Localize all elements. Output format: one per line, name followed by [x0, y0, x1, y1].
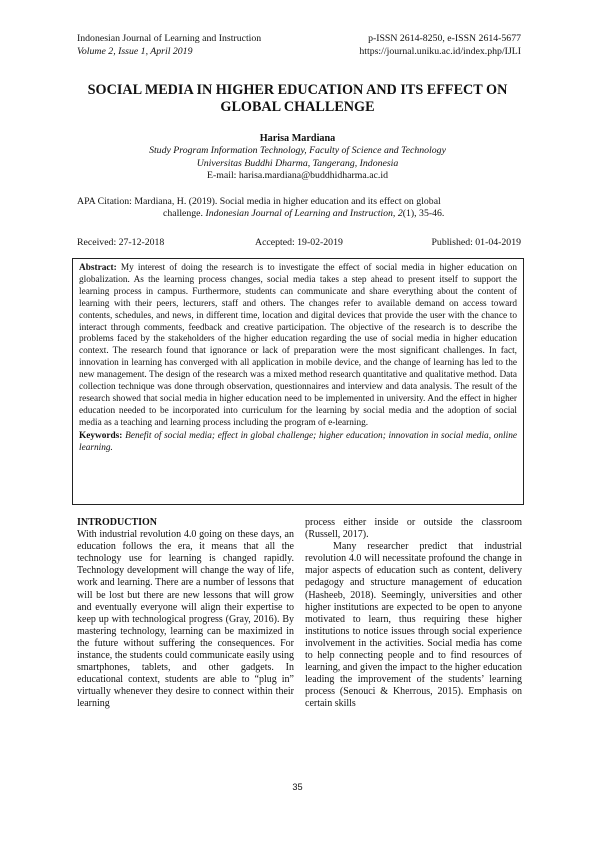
citation-rest: challenge.	[163, 208, 206, 220]
abstract-text: My interest of doing the research is to investigate the effect of social media in higher education on globalization. As the learning process changes, social media takes a step ahead to present itself to support the learning process in campus. Furthermore, students can communicate and share everything about the content of learning with their peers, lecturers, staff and others. The changes refer to available demand on access toward contents, schedules, and news, in different time, location and digital devices that provide the user with the chance to interact through comments, feedback and creative participation. The objective of the research is to describe the problems faced by the stakeholders of the higher education regarding the use of social media in higher education context. The research found that ignorance or lack of preparation were the most significant challenges. In fact, innovation in learning has converged with all application in mobile device, and the change of learning has led to the new management. The design of the research was a mixed method research quantitative and qualitative method. Data collection technique was done through observation, questionnaires and interview and data analysis. The result of the research showed that social media in higher education need to be implemented in university. And the effect in higher education needed to be incorporated into curriculum for the learning by social media and the adoption of social media as a teaching and learning process including the program of e-learning.	[79, 263, 517, 428]
section-heading: INTRODUCTION	[77, 517, 158, 528]
apa-citation	[77, 196, 521, 221]
journal-issue: Volume 2, Issue 1, April 2019	[77, 45, 193, 57]
author-email[interactable]: E-mail: harisa.mardiana@buddhidharma.ac.id	[207, 169, 388, 181]
paper-title: SOCIAL MEDIA IN HIGHER EDUCATION AND ITS EFFECT ON GLOBAL CHALLENGE	[87, 82, 508, 115]
published-date: Published: 01-04-2019	[431, 237, 521, 248]
author-affiliation-university: Universitas Buddhi Dharma, Tangerang, Indonesia	[196, 157, 399, 169]
journal-url[interactable]: https://journal.uniku.ac.id/index.php/IJLI	[359, 45, 521, 57]
journal-issn: p-ISSN 2614-8250, e-ISSN 2614-5677	[368, 33, 521, 44]
keywords-line	[79, 431, 517, 455]
keywords-text: Benefit of social media; effect in global challenge; higher education; innovation in social media, online learning.	[79, 430, 517, 453]
author-block	[60, 133, 535, 182]
running-header-left	[77, 33, 261, 58]
body-column-left	[77, 517, 294, 711]
page-number: 35	[292, 782, 303, 792]
received-date: Received: 27-12-2018	[77, 237, 165, 248]
abstract-label: Abstract:	[79, 263, 117, 273]
citation-journal: Indonesian Journal of Learning and Instruction, 2	[205, 208, 403, 220]
body-paragraph: process either inside or outside the classroom (Russell, 2017).	[305, 517, 522, 541]
body-paragraph: With industrial revolution 4.0 going on these days, an education follows the era, it means that all the technology use for learning is changed rapidly. Technology development will change the way of life, work and learning. There are a number of lessons that will be lost but there are new lessons that will grow and eventually everyone will align their expertise to keep up with technological progress (Gray, 2016). By mastering technology, learning can be maximized in the future without suffering the consequences. For instance, the students could communicate easily using smartphones, tablets, and other gadgets. In educational context, students are able to “plug in” virtually whenever they desire to connect within their learning	[77, 529, 294, 710]
running-header-right	[359, 33, 521, 58]
citation-continuation	[77, 208, 521, 220]
body-column-right	[305, 517, 522, 711]
keywords-label: Keywords:	[79, 430, 123, 441]
journal-name: Indonesian Journal of Learning and Instruction	[77, 33, 262, 44]
citation-lead: APA Citation: Mardiana, H. (2019). Social media in higher education and its effect on global	[77, 196, 441, 207]
body-paragraph: Many researcher predict that industrial revolution 4.0 will necessitate profound the change in major aspects of education such as content, delivery pedagogy and structure management of education (Hasheeb, 2018). Seemingly, universities and other higher institutions are expected to be open to anyone motivated to learn, thus requiring these higher institutions to notice issues through social experience involvement in the activities. Social media has come to help connecting people and to find resources of learning, and given the impact to the higher education leading the improvement of the students’ learning process (Senouci & Kherrous, 2015). Emphasis on certain skills	[305, 541, 522, 710]
author-affiliation-program: Study Program Information Technology, Faculty of Science and Technology	[149, 145, 446, 157]
abstract-box	[72, 258, 524, 505]
abstract-paragraph	[79, 263, 517, 430]
accepted-date: Accepted: 19-02-2019	[255, 237, 343, 248]
citation-tail: (1), 35-46.	[402, 208, 445, 220]
author-name: Harisa Mardiana	[259, 133, 336, 144]
